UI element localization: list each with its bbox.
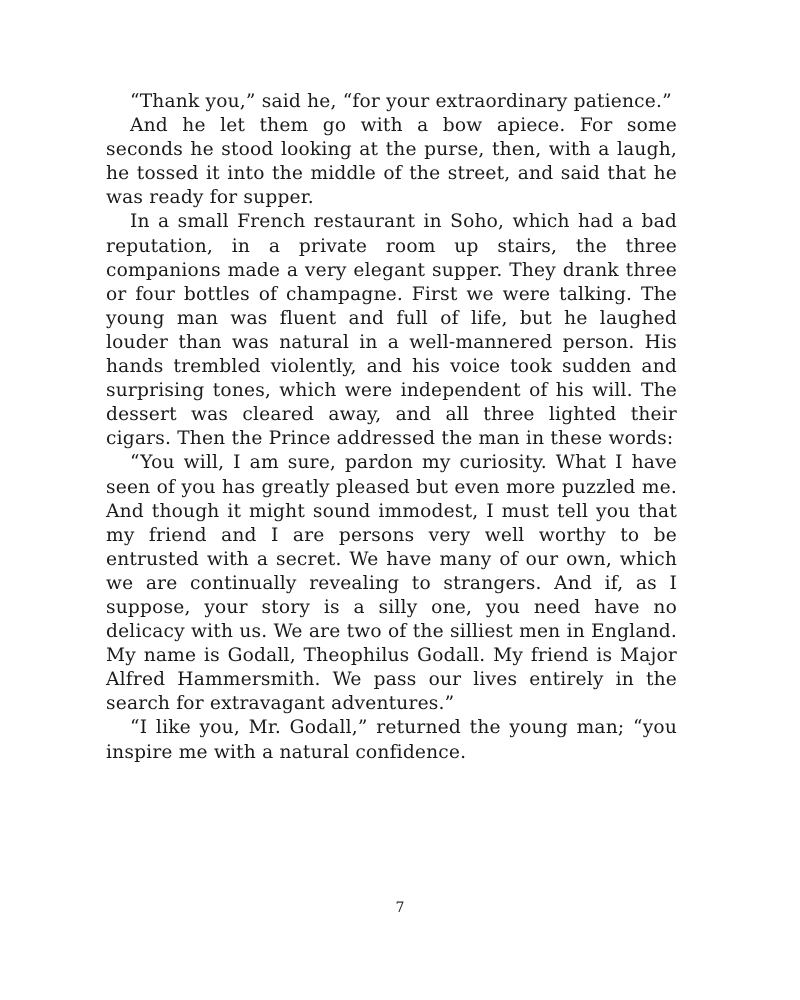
paragraph-prince-speech: “You will, I am sure, pardon my curiosity. What I have seen of you has greatly pleased but even more puzzled me. And though it might sound immodest, I must tell you that my friend and I are persons very well worthy to be entrusted with a secret. We have many of our own, which we are continually revealing to strangers. And if, as I suppose, your story is a silly one, you need have no delicacy with us. We are two of the silliest men in England. My name is Godall, Theophilus Godall. My friend is Major Alfred Hammersmith. We pass our lives entirely in the search for extravagant adventures.”	[106, 452, 677, 715]
book-page-text	[106, 90, 677, 765]
paragraph-young-man-reply: “I like you, Mr. Godall,” returned the young man; “you inspire me with a natural confidence.	[106, 717, 677, 763]
paragraph-thank-you: “Thank you,” said he, “for your extraordinary patience.”	[130, 91, 672, 112]
page-number: 7	[395, 900, 405, 916]
paragraph-soho-restaurant: In a small French restaurant in Soho, which had a bad reputation, in a private room up stairs, the three companions made a very elegant supper. They drank three or four bottles of champagne. First we were talking. The young man was fluent and full of life, but he laughed louder than was natural in a well-mannered person. His hands trembled violently, and his voice took sudden and surprising tones, which were independent of his will. The dessert was cleared away, and all three lighted their cigars. Then the Prince addressed the man in these words:	[106, 211, 677, 450]
paragraph-bow-apiece: And he let them go with a bow apiece. For some seconds he stood looking at the purse, then, with a laugh, he tossed it into the middle of the street, and said that he was ready for supper.	[106, 115, 677, 209]
